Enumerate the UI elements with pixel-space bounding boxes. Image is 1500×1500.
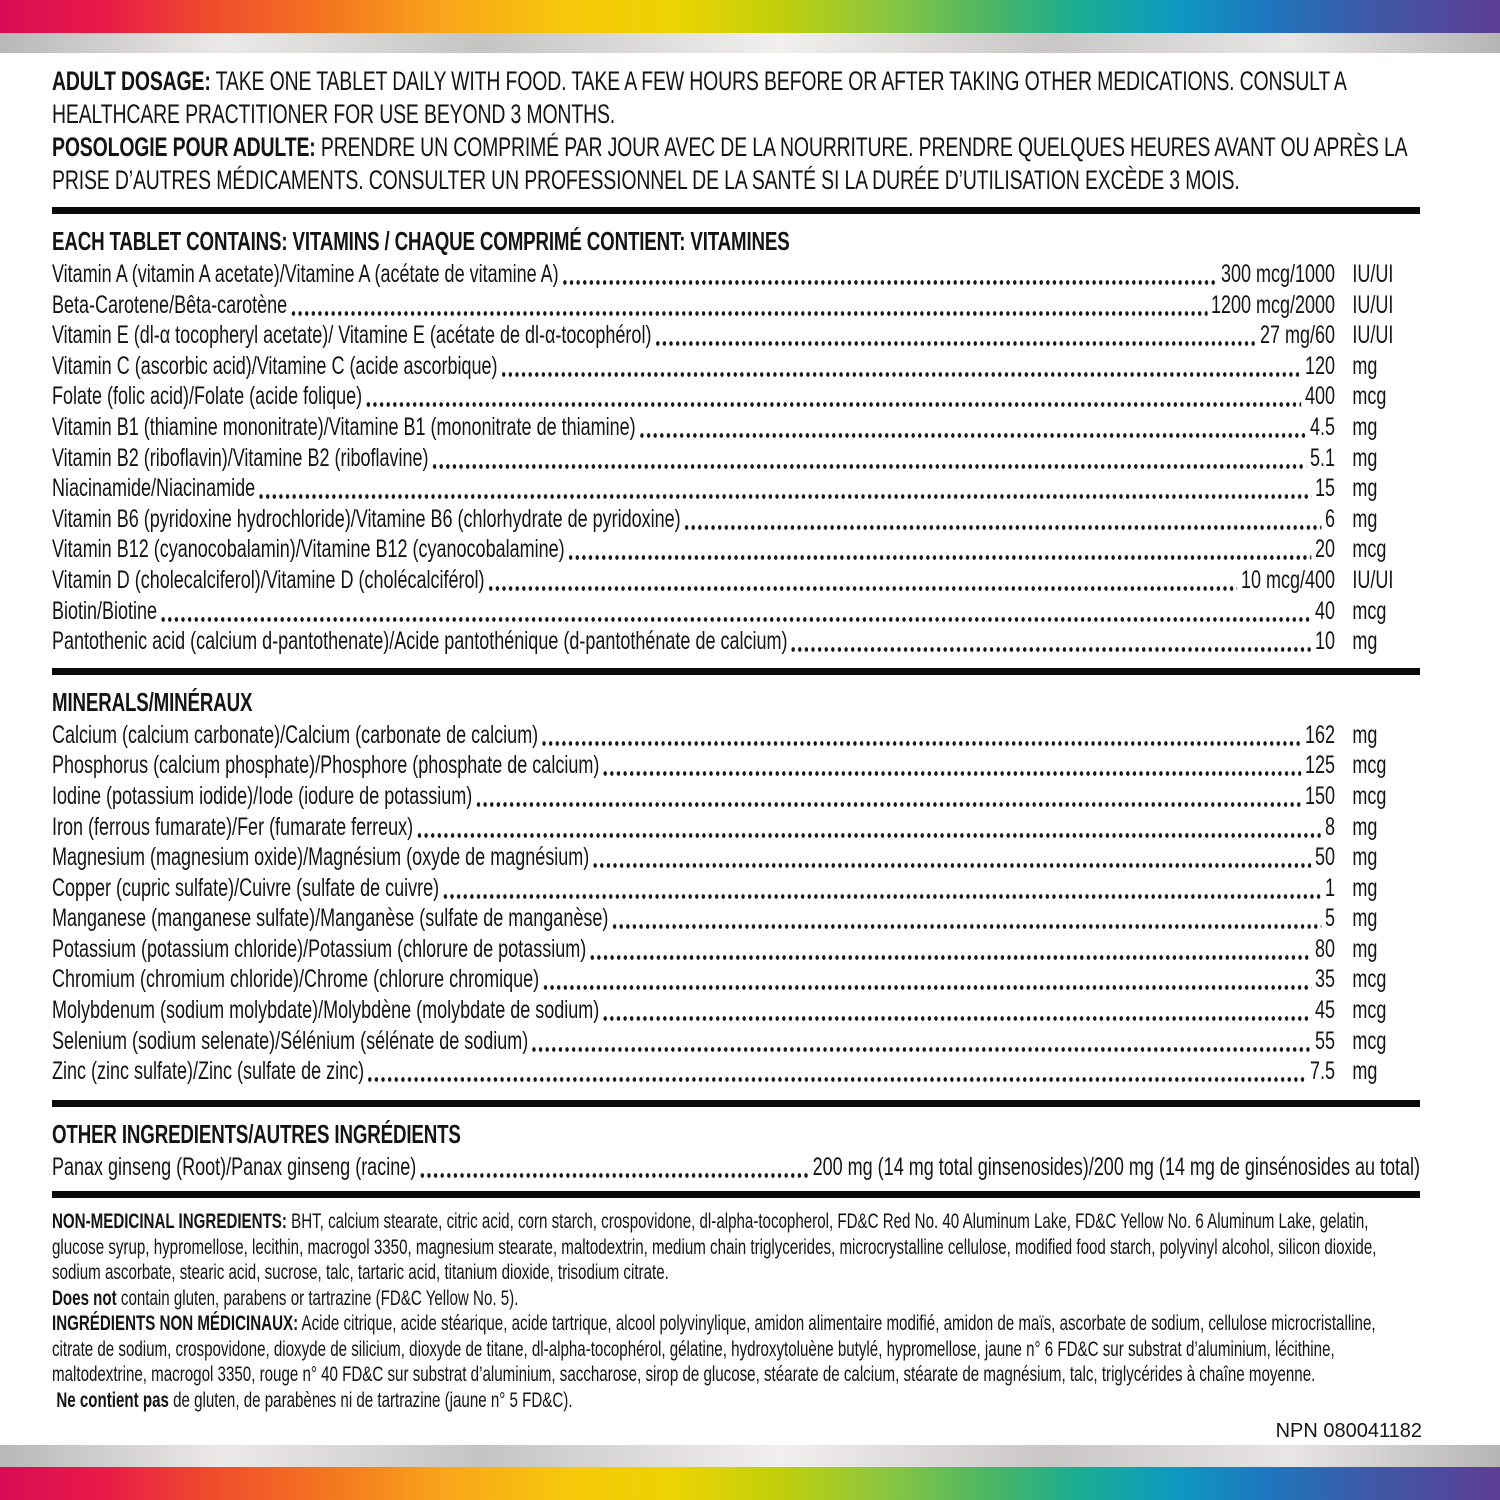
table-row [52, 1056, 1420, 1087]
ingredient-name: Vitamin B6 (pyridoxine hydrochloride)/Vitamine B6 (chlorhydrate de pyridoxine) [52, 504, 681, 533]
ingredient-amount: 27 mg/60 [1259, 321, 1336, 350]
non-medicinal-en-text: BHT, calcium stearate, citric acid, corn starch, crospovidone, dl-alpha-tocopherol, FD&C Red No. 40 Aluminum Lake, FD&C Yellow No. 6 Aluminum Lake, gelatin, glucose syrup, hypromellose, lecithin, macrogol 3350, magnesium stearate, maltodextrin, medium chain triglycerides, microcrystalline cellulose, modified food starch, polyvinyl alcohol, silicon dioxide, sodium ascorbate, stearic acid, sucrose, talc, tartaric acid, titanium dioxide, trisodium citrate. [52, 1210, 1377, 1285]
ingredient-amount: 35 [1315, 965, 1336, 994]
npn-number: NPN 080041182 [1275, 1420, 1422, 1442]
dosage-fr-label: POSOLOGIE POUR ADULTE: [52, 132, 316, 162]
table-row [52, 443, 1420, 474]
vitamins-table [52, 259, 1420, 657]
ingredient-name: Potassium (potassium chloride)/Potassium (chlorure de potassium) [52, 934, 587, 963]
ingredient-name: Folate (folic acid)/Folate (acide folique) [52, 382, 363, 411]
ingredient-amount: 80 [1315, 934, 1336, 963]
dotted-leader [258, 473, 1311, 499]
ingredient-name: Vitamin B1 (thiamine mononitrate)/Vitamine B1 (mononitrate de thiamine) [52, 412, 636, 441]
bottom-bands [0, 1445, 1500, 1500]
dotted-leader [562, 259, 1218, 285]
ingredient-unit: mcg [1352, 996, 1387, 1025]
label-content [52, 65, 1420, 1413]
other-ingredients-section [52, 1119, 1420, 1183]
ingredient-unit: IU/UI [1352, 290, 1394, 319]
ingredient-name: Iron (ferrous fumarate)/Fer (fumarate ferreux) [52, 812, 414, 841]
table-row [52, 781, 1420, 812]
ingredient-amount: 300 mcg/1000 [1220, 260, 1336, 288]
non-medicinal-section [52, 1209, 1420, 1413]
other-ingredients-header: OTHER INGREDIENTS/AUTRES INGRÉDIENTS [52, 1118, 461, 1149]
dosage-paragraph-en [52, 65, 1420, 131]
ingredient-amount: 50 [1315, 843, 1336, 872]
table-row [52, 473, 1420, 504]
ingredient-unit: IU/UI [1352, 260, 1394, 288]
dotted-leader [611, 903, 1321, 929]
ingredient-unit: mcg [1352, 382, 1387, 411]
bottom-rainbow-band [0, 1467, 1500, 1500]
table-row [52, 351, 1420, 382]
ingredient-unit: mcg [1352, 1026, 1387, 1055]
dosage-en-label: ADULT DOSAGE: [52, 66, 211, 96]
table-row [52, 750, 1420, 781]
gluten-note-en-bold: Does not [52, 1286, 117, 1310]
vitamins-section [52, 226, 1420, 657]
ingredient-unit: mg [1352, 720, 1378, 749]
ingredient-name: Copper (cupric sulfate)/Cuivre (sulfate de cuivre) [52, 873, 440, 902]
table-row [52, 1026, 1420, 1057]
top-rainbow-band [0, 0, 1500, 33]
ingredient-unit: mg [1352, 412, 1378, 441]
ingredient-unit: mg [1352, 474, 1378, 503]
table-row [52, 842, 1420, 873]
ingredient-amount: 1 [1325, 873, 1336, 902]
ingredient-amount: 40 [1315, 596, 1336, 625]
ingredient-name: Vitamin D (cholecalciferol)/Vitamine D (cholécalciférol) [52, 565, 485, 594]
ingredient-unit: mg [1352, 627, 1378, 656]
ingredient-amount: 120 [1305, 351, 1336, 380]
ingredient-name: Manganese (manganese sulfate)/Manganèse (sulfate de manganèse) [52, 904, 609, 933]
table-row [52, 596, 1420, 627]
vitamins-header: EACH TABLET CONTAINS: VITAMINS / CHAQUE COMPRIMÉ CONTIENT: VITAMINES [52, 226, 790, 256]
dotted-leader [639, 412, 1307, 438]
ingredient-name: Chromium (chromium chloride)/Chrome (chlorure chromique) [52, 965, 540, 994]
dotted-leader [500, 351, 1301, 377]
ingredient-unit: IU/UI [1352, 321, 1394, 350]
ingredient-amount: 6 [1325, 504, 1336, 533]
ingredient-amount: 10 mcg/400 [1240, 565, 1336, 594]
table-row [52, 381, 1420, 412]
non-medicinal-fr-label: INGRÉDIENTS NON MÉDICINAUX: [52, 1312, 299, 1336]
gluten-note-fr-bold: Ne contient pas [56, 1388, 169, 1412]
table-row [52, 290, 1420, 321]
ingredient-amount: 162 [1305, 720, 1336, 749]
ingredient-unit: mg [1352, 812, 1378, 841]
dotted-leader [541, 720, 1301, 746]
table-row [52, 720, 1420, 751]
ingredient-name: Pantothenic acid (calcium d-pantothenate)/Acide pantothénique (d-pantothénate de calcium) [52, 627, 788, 656]
divider-rule [52, 207, 1420, 214]
ingredient-unit: mg [1352, 843, 1378, 872]
table-row [52, 812, 1420, 843]
table-row [52, 995, 1420, 1026]
ingredient-unit: mcg [1352, 965, 1387, 994]
minerals-section [52, 687, 1420, 1087]
table-row [52, 534, 1420, 565]
gluten-note-en [52, 1286, 1420, 1312]
dotted-leader [475, 781, 1301, 807]
ingredient-unit: mg [1352, 351, 1378, 380]
ingredient-name: Vitamin B12 (cyanocobalamin)/Vitamine B12 (cyanocobalamine) [52, 535, 565, 564]
ingredient-amount: 4.5 [1310, 412, 1336, 441]
table-row [52, 964, 1420, 995]
dotted-leader [602, 995, 1311, 1021]
dotted-leader [790, 626, 1311, 652]
dotted-leader [654, 320, 1256, 346]
ingredient-amount: 45 [1315, 996, 1336, 1025]
ingredient-name: Molybdenum (sodium molybdate)/Molybdène (molybdate de sodium) [52, 996, 600, 1025]
dotted-leader [442, 873, 1321, 899]
dotted-leader [684, 504, 1322, 530]
ingredient-amount: 10 [1315, 627, 1336, 656]
ingredient-unit: mg [1352, 934, 1378, 963]
top-silver-band [0, 33, 1500, 53]
dosage-en-text: TAKE ONE TABLET DAILY WITH FOOD. TAKE A FEW HOURS BEFORE OR AFTER TAKING OTHER MEDICATIONS. CONSULT A HEALTHCARE PRACTITIONER FOR USE BEYOND 3 MONTHS. [52, 66, 1346, 129]
table-row [52, 626, 1420, 657]
table-row [52, 320, 1420, 351]
non-medicinal-paragraph-fr [52, 1311, 1420, 1388]
ingredient-unit: mg [1352, 504, 1378, 533]
ingredient-amount: 20 [1315, 535, 1336, 564]
ingredient-name: Vitamin B2 (riboflavin)/Vitamine B2 (riboflavine) [52, 443, 429, 472]
ingredient-unit: mcg [1352, 596, 1387, 625]
ingredient-amount: 125 [1305, 751, 1336, 780]
dosage-fr-text: PRENDRE UN COMPRIMÉ PAR JOUR AVEC DE LA NOURRITURE. PRENDRE QUELQUES HEURES AVANT OU APRÈS LA PRISE D’AUTRES MÉDICAMENTS. CONSULTER UN PROFESSIONNEL DE LA SANTÉ SI LA DURÉE D’UTILISATION EXCÈDE 3 MOIS. [52, 132, 1407, 195]
minerals-header: MINERALS/MINÉRAUX [52, 686, 253, 717]
ingredient-amount: 8 [1325, 812, 1336, 841]
ingredient-amount: 1200 mcg/2000 [1210, 290, 1336, 319]
ingredient-name: Zinc (zinc sulfate)/Zinc (sulfate de zinc) [52, 1057, 365, 1086]
table-row [52, 565, 1420, 596]
divider-rule [52, 1100, 1420, 1107]
other-ingredients-table [52, 1152, 1420, 1183]
table-row [52, 903, 1420, 934]
gluten-note-fr-text: de gluten, de parabènes ni de tartrazine (jaune n° 5 FD&C). [168, 1388, 573, 1412]
ingredient-name: Niacinamide/Niacinamide [52, 474, 256, 503]
dotted-leader [160, 596, 1311, 622]
ingredient-unit: mg [1352, 1057, 1378, 1086]
dotted-leader [567, 534, 1311, 560]
table-row [52, 412, 1420, 443]
ingredient-name: Iodine (potassium iodide)/Iode (iodure de potassium) [52, 781, 473, 810]
ingredient-name: Beta-Carotene/Bêta-carotène [52, 290, 288, 319]
dotted-leader [602, 750, 1301, 776]
dosage-paragraph-fr [52, 131, 1420, 197]
ingredient-value: 200 mg (14 mg total ginsenosides)/200 mg (14 mg de ginsénosides au total) [812, 1152, 1420, 1181]
ingredient-amount: 7.5 [1310, 1057, 1336, 1086]
dosage-section [52, 65, 1420, 197]
dotted-leader [431, 443, 1306, 469]
dotted-leader [542, 964, 1311, 990]
ingredient-name: Calcium (calcium carbonate)/Calcium (carbonate de calcium) [52, 720, 539, 749]
dotted-leader [416, 812, 1321, 838]
ingredient-name: Selenium (sodium selenate)/Sélénium (sélénate de sodium) [52, 1026, 529, 1055]
dotted-leader [419, 1152, 809, 1178]
minerals-table [52, 720, 1420, 1087]
ingredient-unit: mcg [1352, 751, 1387, 780]
ingredient-unit: mg [1352, 443, 1378, 472]
ingredient-name: Panax ginseng (Root)/Panax ginseng (racine) [52, 1152, 417, 1181]
ingredient-amount: 55 [1315, 1026, 1336, 1055]
dotted-leader [367, 1056, 1306, 1082]
gluten-note-fr [52, 1388, 1420, 1414]
ingredient-unit: mg [1352, 904, 1378, 933]
bottom-silver-band [0, 1445, 1500, 1467]
ingredient-name: Vitamin C (ascorbic acid)/Vitamine C (acide ascorbique) [52, 351, 498, 380]
ingredient-name: Phosphorus (calcium phosphate)/Phosphore (phosphate de calcium) [52, 751, 600, 780]
ingredient-unit: mcg [1352, 535, 1387, 564]
dotted-leader [589, 934, 1311, 960]
dotted-leader [365, 381, 1301, 407]
table-row [52, 934, 1420, 965]
ingredient-name: Magnesium (magnesium oxide)/Magnésium (oxyde de magnésium) [52, 843, 590, 872]
ingredient-name: Biotin/Biotine [52, 596, 158, 625]
table-row [52, 259, 1420, 290]
non-medicinal-paragraph-en [52, 1209, 1420, 1286]
table-row [52, 873, 1420, 904]
divider-rule [52, 668, 1420, 675]
table-row [52, 1152, 1420, 1183]
dotted-leader [290, 290, 1207, 316]
ingredient-amount: 15 [1315, 474, 1336, 503]
dotted-leader [592, 842, 1311, 868]
non-medicinal-en-label: NON-MEDICINAL INGREDIENTS: [52, 1210, 287, 1234]
dotted-leader [487, 565, 1237, 591]
ingredient-name: Vitamin E (dl-α tocopheryl acetate)/ Vitamine E (acétate de dl-α-tocophérol) [52, 321, 652, 350]
ingredient-unit: mg [1352, 873, 1378, 902]
non-medicinal-fr-text: Acide citrique, acide stéarique, acide tartrique, alcool polyvinylique, amidon alimentaire modifié, amidon de maïs, ascorbate de sodium, cellulose microcristalline, citrate de sodium, crospovidone, dioxyde de silicium, dioxyde de titane, dl-alpha-tocophérol, gélatine, hydroxytoluène butylé, hypromellose, jaune n° 6 FD&C sur substrat d’aluminium, lécithine, maltodextrine, macrogol 3350, rouge n° 40 FD&C sur substrat d’aluminium, saccharose, sirop de glucose, stéarate de calcium, stéarate de magnésium, talc, triglycérides à chaîne moyenne. [52, 1312, 1376, 1387]
table-row [52, 504, 1420, 535]
divider-rule [52, 1191, 1420, 1198]
dotted-leader [531, 1026, 1311, 1052]
ingredient-amount: 5.1 [1310, 443, 1336, 472]
gluten-note-en-text: contain gluten, parabens or tartrazine (FD&C Yellow No. 5). [116, 1286, 519, 1310]
ingredient-amount: 400 [1305, 382, 1336, 411]
ingredient-amount: 150 [1305, 781, 1336, 810]
ingredient-name: Vitamin A (vitamin A acetate)/Vitamine A (acétate de vitamine A) [52, 260, 559, 288]
ingredient-unit: IU/UI [1352, 565, 1394, 594]
ingredient-unit: mcg [1352, 781, 1387, 810]
ingredient-amount: 5 [1325, 904, 1336, 933]
